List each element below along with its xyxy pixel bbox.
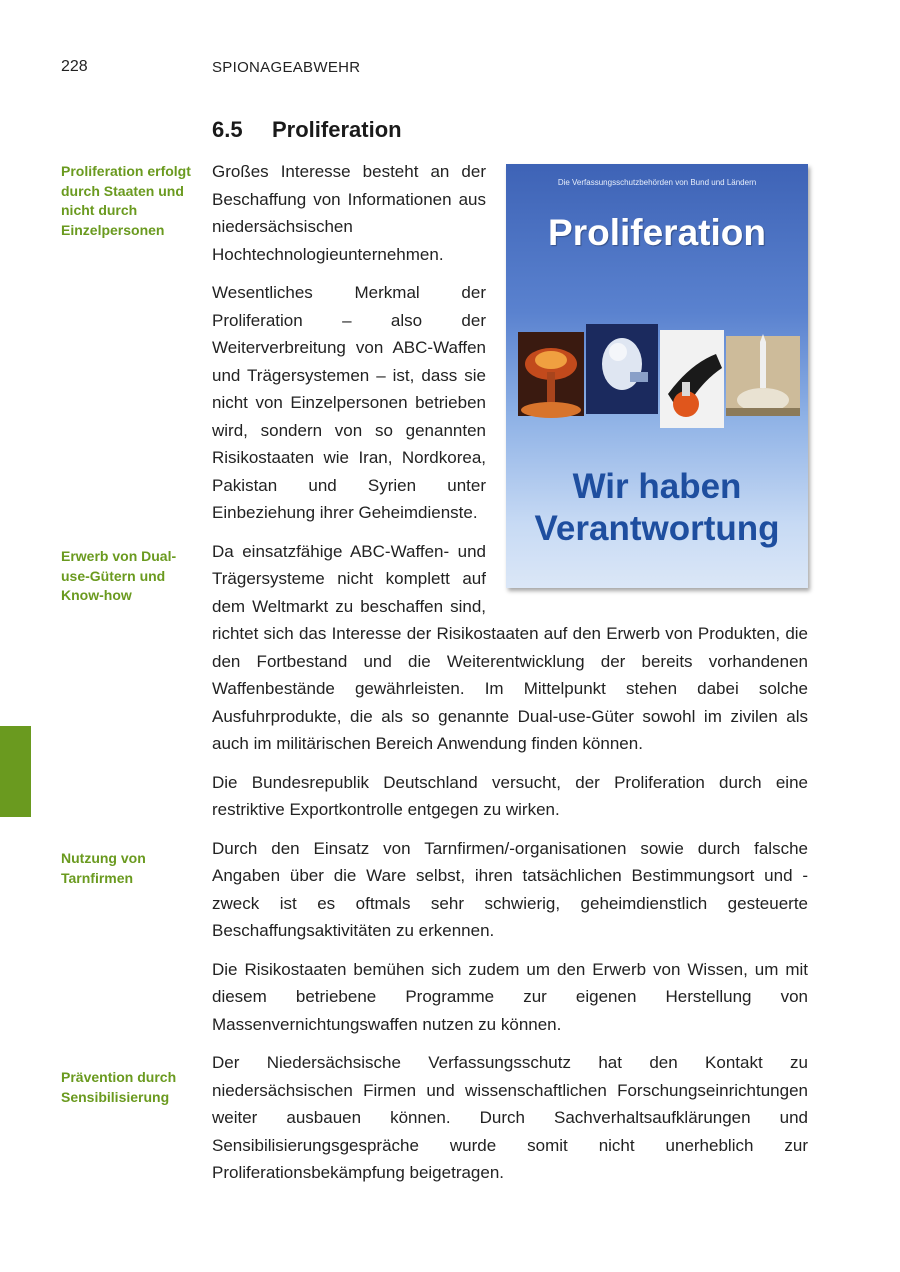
cover-slogan-line1: Wir haben [572, 467, 742, 506]
running-title: SPIONAGEABWEHR [212, 59, 361, 76]
page-number: 228 [61, 58, 88, 75]
cover-title: Proliferation [548, 212, 766, 253]
cover-slogan-line2: Verantwortung [534, 509, 780, 548]
section-title: Proliferation [272, 117, 402, 142]
margin-note-praevention: Prävention durch Sensibilisierung [61, 1069, 177, 1105]
cover-photo-collage [518, 324, 800, 428]
paragraph: Der Niedersächsische Verfassungsschutz hat den Kontakt zu niedersächsischen Firmen und wissenschaftlichen Forschungseinrichtungen weiter ausbauen können. Durch Sachverhaltsaufklärungen und Sensibilisierungsgespräche wurde somit nicht unerheblich zur Proliferationsbekämpfung beigetragen. [212, 1053, 808, 1182]
cover-slogan [506, 466, 808, 550]
paragraph: Durch den Einsatz von Tarnfirmen/-organisationen sowie durch falsche Angaben über die Ware selbst, ihren tatsächlichen Bestimmungsort und -zweck ist es oftmals sehr schwierig, geheimdienstlich gesteuerte Beschaffungsaktivitäten zu erkennen. [212, 838, 808, 940]
cover-publisher-line: Die Verfassungsschutzbehörden von Bund und Ländern [557, 178, 757, 187]
chapter-tab-marker [0, 726, 31, 817]
margin-note-proliferation: Proliferation erfolgt durch Staaten und nicht durch Einzelpersonen [61, 163, 191, 238]
paragraph: Die Risikostaaten bemühen sich zudem um den Erwerb von Wissen, um mit diesem betriebene Programme zur eigenen Herstellung von Massenvernichtungswaffen nutzen zu können. [212, 959, 808, 1034]
margin-note-dual-use: Erwerb von Dual-use-Gütern und Know-how [61, 548, 177, 603]
margin-note-tarnfirmen: Nutzung von Tarnfirmen [61, 850, 146, 886]
explosion-photo [518, 332, 584, 418]
section-heading [212, 117, 402, 143]
section-number: 6.5 [212, 117, 243, 142]
brochure-cover-image [506, 164, 808, 588]
paragraph: Da einsatzfähige ABC-Waffen- und Trägersysteme nicht komplett auf dem Weltmarkt zu beschaffen sind, richtet sich das Interesse der Risikostaaten auf den Erwerb von Produkten, die den Fortbestand und die Weiterentwicklung der bereits vorhandenen Waffenbestände gewährleisten. Im Mittelpunkt stehen dabei solche Ausfuhrprodukte, die als so genannte Dual-use-Güter sowohl im zivilen als auch im militärischen Bereich Anwendung finden können. [212, 541, 808, 753]
paragraph: Wesentliches Merkmal der Proliferation – also der Weiterverbreitung von ABC-Waffen und Trägersystemen – ist, dass sie nicht von Einzelpersonen betrieben wird, sondern von so genannten Risikostaaten wie Iran, Nordkorea, Pakistan und Syrien unter Einbeziehung ihrer Geheimdienste. [212, 283, 486, 522]
paragraph: Die Bundesrepublik Deutschland versucht, der Proliferation durch eine restriktive Exportkontrolle entgegen zu wirken. [212, 772, 808, 819]
hazmat-lab-photo [586, 324, 658, 414]
paragraph: Großes Interesse besteht an der Beschaffung von Informationen aus niedersächsischen Hochtechnologieunternehmen. [212, 162, 486, 264]
flask-hand-photo [660, 330, 724, 428]
rocket-launch-photo [726, 334, 800, 416]
